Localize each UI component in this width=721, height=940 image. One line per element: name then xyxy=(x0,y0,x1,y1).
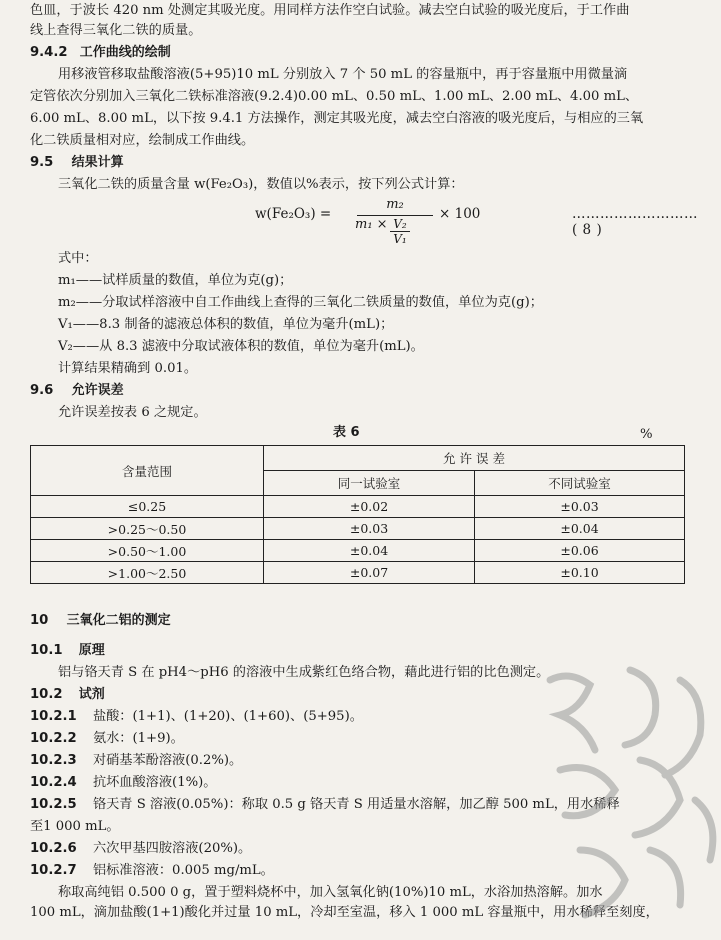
section-heading-10 xyxy=(30,612,171,630)
section-title: 工作曲线的绘制 xyxy=(79,45,171,60)
cell-diff: ±0.06 xyxy=(475,540,685,562)
item-text: 盐酸：(1+1)、(1+20)、(1+60)、(5+95)。 xyxy=(92,709,363,724)
item-number: 10.2.1 xyxy=(30,709,77,724)
section-number: 10.2 xyxy=(30,687,63,702)
section-heading-10-1 xyxy=(30,642,105,660)
item-number: 10.2.6 xyxy=(30,841,77,856)
cell-diff: ±0.03 xyxy=(475,496,685,518)
formula-denominator: m₁ × xyxy=(355,217,388,232)
section-heading-9-4-2 xyxy=(30,44,171,62)
table-unit: % xyxy=(640,427,653,442)
cell-range: >0.25～0.50 xyxy=(31,518,264,540)
section-heading-9-6 xyxy=(30,382,124,400)
table-header-row xyxy=(31,446,685,471)
reagent-item xyxy=(30,862,274,880)
item-number: 10.2.4 xyxy=(30,775,77,790)
table-row xyxy=(31,540,685,562)
cell-same: ±0.02 xyxy=(264,496,475,518)
section-number: 10.1 xyxy=(30,643,63,658)
section-number: 9.4.2 xyxy=(30,45,68,60)
tolerance-table xyxy=(30,445,685,584)
formula-lhs: w(Fe₂O₃) = xyxy=(255,206,332,222)
text-line: 线上查得三氧化二铁的质量。 xyxy=(30,23,202,38)
paragraph-line: 称取高纯铝 0.500 0 g，置于塑料烧杯中，加入氢氧化钠(10%)10 mL，水浴加热溶解。加水 xyxy=(58,885,603,900)
formula-fraction xyxy=(355,197,435,247)
paragraph-line: 至1 000 mL。 xyxy=(30,819,120,834)
item-text: 抗坏血酸溶液(1%)。 xyxy=(92,775,217,790)
section-number: 9.5 xyxy=(30,155,54,170)
paragraph-line: 定管依次分别加入三氧化二铁标准溶液(9.2.4)0.00 mL、0.50 mL、1.00 mL、2.00 mL、4.00 mL、 xyxy=(30,89,639,104)
cell-diff: ±0.10 xyxy=(475,562,685,584)
cell-same: ±0.04 xyxy=(264,540,475,562)
reagent-item xyxy=(30,774,216,792)
cell-same: ±0.03 xyxy=(264,518,475,540)
item-text: 六次甲基四胺溶液(20%)。 xyxy=(92,841,252,856)
paragraph-line: 100 mL，滴加盐酸(1+1)酸化并过量 10 mL，冷却至室温，移入 1 000 mL 容量瓶中，用水稀释至刻度， xyxy=(30,905,659,920)
reagent-item xyxy=(30,730,184,748)
cell-range: >0.50～1.00 xyxy=(31,540,264,562)
paragraph-line: 用移液管移取盐酸溶液(5+95)10 mL 分别放入 7 个 50 mL 的容量瓶中，再于容量瓶中用微量滴 xyxy=(58,67,628,82)
section-heading-10-2 xyxy=(30,686,105,704)
section-heading-9-5 xyxy=(30,154,124,172)
section-title: 试剂 xyxy=(78,687,105,702)
formula-inner-fraction xyxy=(389,217,411,249)
cell-diff: ±0.04 xyxy=(475,518,685,540)
header-same-lab: 同一试验室 xyxy=(264,471,475,496)
table-row xyxy=(31,562,685,584)
cell-same: ±0.07 xyxy=(264,562,475,584)
cell-range: ≤0.25 xyxy=(31,496,264,518)
definition-line: m₂——分取试样溶液中自工作曲线上查得的三氧化二铁质量的数值，单位为克(g)； xyxy=(58,295,543,310)
section-number: 10 xyxy=(30,613,49,628)
inner-numerator: V₂ xyxy=(393,217,407,231)
item-number: 10.2.7 xyxy=(30,863,77,878)
cell-range: >1.00～2.50 xyxy=(31,562,264,584)
definition-line: 计算结果精确到 0.01。 xyxy=(58,361,198,376)
item-text: 铬天青 S 溶液(0.05%)：称取 0.5 g 铬天青 S 用适量水溶解，加乙醇 500 mL，用水稀释 xyxy=(92,797,620,812)
paragraph-line: 三氧化二铁的质量含量 w(Fe₂O₃)，数值以%表示，按下列公式计算： xyxy=(58,177,464,192)
item-number: 10.2.5 xyxy=(30,797,77,812)
definition-line: V₁——8.3 制备的滤液总体积的数值，单位为毫升(mL)； xyxy=(58,317,394,332)
formula-tail: × 100 xyxy=(439,206,481,222)
item-number: 10.2.2 xyxy=(30,731,77,746)
paragraph-line: 6.00 mL、8.00 mL，以下按 9.4.1 方法操作，测定其吸光度，减去空白溶液的吸光度后，与相应的三氧 xyxy=(30,111,644,126)
item-text: 铝标准溶液：0.005 mg/mL。 xyxy=(92,863,274,878)
fraction-bar xyxy=(357,215,433,216)
table-row xyxy=(31,496,685,518)
formula-numerator: m₂ xyxy=(386,197,404,212)
table-caption: 表 6 xyxy=(333,425,360,440)
formula-number: ………………………( 8 ) xyxy=(572,206,698,238)
section-title: 结果计算 xyxy=(71,155,124,170)
header-range: 含量范围 xyxy=(31,446,264,496)
reagent-item xyxy=(30,840,251,858)
section-title: 原理 xyxy=(78,643,105,658)
reagent-item xyxy=(30,752,242,770)
paragraph-line: 铝与铬天青 S 在 pH4～pH6 的溶液中生成紫红色络合物，藉此进行铝的比色测定。 xyxy=(58,665,550,680)
definition-line: m₁——试样质量的数值，单位为克(g)； xyxy=(58,273,293,288)
table-row xyxy=(31,518,685,540)
definition-line: V₂——从 8.3 滤液中分取试液体积的数值，单位为毫升(mL)。 xyxy=(58,339,424,354)
section-title: 三氧化二铝的测定 xyxy=(66,613,171,628)
section-title: 允许误差 xyxy=(71,383,124,398)
item-text: 对硝基苯酚溶液(0.2%)。 xyxy=(92,753,243,768)
header-diff-lab: 不同试验室 xyxy=(475,471,685,496)
header-error: 允 许 误 差 xyxy=(264,446,685,471)
reagent-item xyxy=(30,708,363,726)
item-number: 10.2.3 xyxy=(30,753,77,768)
inner-denominator: V₁ xyxy=(393,232,407,246)
paragraph-line: 化二铁质量相对应，绘制成工作曲线。 xyxy=(30,133,255,148)
formula-8 xyxy=(255,197,698,255)
section-number: 9.6 xyxy=(30,383,54,398)
text-line: 色皿，于波长 420 nm 处测定其吸光度。用同样方法作空白试验。减去空白试验的吸光度后，于工作曲 xyxy=(30,3,630,18)
reagent-item xyxy=(30,796,620,814)
paragraph-line: 允许误差按表 6 之规定。 xyxy=(58,405,207,420)
item-text: 氨水：(1+9)。 xyxy=(92,731,184,746)
where-label: 式中： xyxy=(58,251,98,266)
